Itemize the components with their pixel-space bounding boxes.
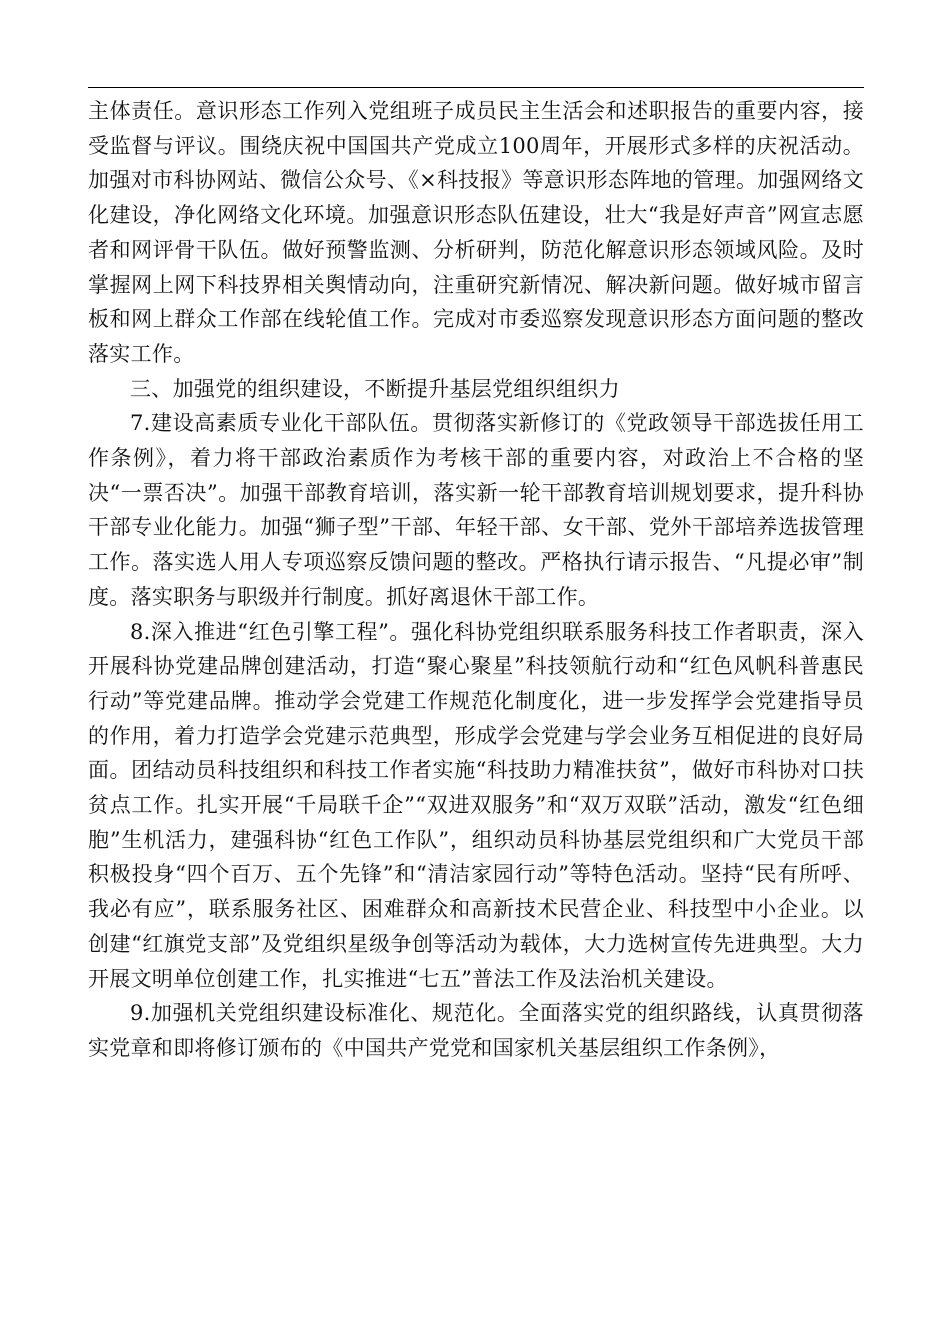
paragraph-item-7: 7.建设高素质专业化干部队伍。贯彻落实新修订的《党政领导干部选拔任用工作条例》，着力将干部政治素质作为考核干部的重要内容，对政治上不合格的坚决“一票否决”。加强干部教育培训，落实新一轮干部教育培训规划要求，提升科协干部专业化能力。加强“狮子型”干部、年轻干部、女干部、党外干部培养选拔管理工作。落实选人用人专项巡察反馈问题的整改。严格执行请示报告、“凡提必审”制度。落实职务与职级并行制度。抓好离退休干部工作。 [88, 411, 864, 609]
paragraph-item-8: 8.深入推进“红色引擎工程”。强化科协党组织联系服务科技工作者职责，深入开展科协党建品牌创建活动，打造“聚心聚星”科技领航行动和“红色风帆科普惠民行动”等党建品牌。推动学会党建工作规范化制度化，进一步发挥学会党建指导员的作用，着力打造学会党建示范典型，形成学会党建与学会业务互相促进的良好局面。团结动员科技组织和科技工作者实施“科技助力精准扶贫”，做好市科协对口扶贫点工作。扎实开展“千局联千企”“双进双服务”和“双万双联”活动，激发“红色细胞”生机活力，建强科协“红色工作队”，组织动员科协基层党组织和广大党员干部积极投身“四个百万、五个先锋”和“清洁家园行动”等特色活动。坚持“民有所呼、我必有应”，联系服务社区、困难群众和高新技术民营企业、科技型中小企业。以创建“红旗党支部”及党组织星级争创等活动为载体，大力选树宣传先进典型。大力开展文明单位创建工作，扎实推进“七五”普法工作及法治机关建设。 [88, 619, 864, 991]
section-heading: 三、加强党的组织建设，不断提升基层党组织组织力 [130, 376, 620, 401]
paragraph-item-9: 9.加强机关党组织建设标准化、规范化。全面落实党的组织路线，认真贯彻落实党章和即将修订颁布的《中国共产党党和国家机关基层组织工作条例》， [88, 1001, 864, 1060]
paragraph-continued: 主体责任。意识形态工作列入党组班子成员民主生活会和述职报告的重要内容，接受监督与评议。围绕庆祝中国国共产党成立100周年，开展形式多样的庆祝活动。加强对市科协网站、微信公众号、《×科技报》等意识形态阵地的管理。加强网络文化建设，净化网络文化环境。加强意识形态队伍建设，壮大“我是好声音”网宣志愿者和网评骨干队伍。做好预警监测、分析研判，防范化解意识形态领域风险。及时掌握网上网下科技界相关舆情动向，注重研究新情况、解决新问题。做好城市留言板和网上群众工作部在线轮值工作。完成对市委巡察发现意识形态方面问题的整改落实工作。 [88, 99, 864, 366]
document-body [88, 94, 864, 1066]
header-rule [88, 87, 864, 88]
